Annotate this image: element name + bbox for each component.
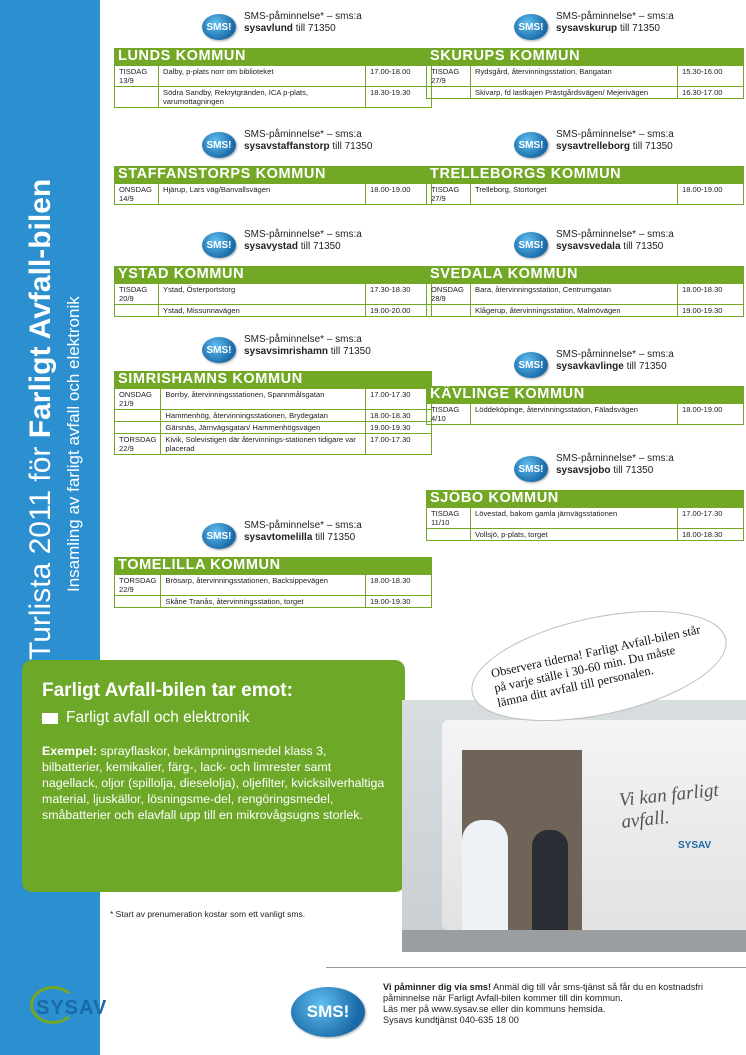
- schedule-row: [115, 389, 432, 410]
- schedule-table: [426, 283, 744, 317]
- sms-badge-icon: SMS!: [514, 14, 548, 40]
- schedule-place: Brösarp, återvinningsstationen, Backsippevägen: [161, 575, 366, 596]
- sms-keyword: sysavsimrishamn: [244, 346, 328, 357]
- kommun-staffanstorp: [114, 128, 432, 205]
- schedule-day: [115, 87, 159, 108]
- schedule-place: Södra Sandby, Rekrytgränden, ICA p-plats, varumottagningen: [159, 87, 366, 108]
- sms-number: till 71350: [315, 532, 356, 543]
- sms-reminder: [426, 228, 744, 266]
- sms-badge-icon: SMS!: [291, 987, 365, 1037]
- schedule-place: Rydsgård, återvinningsstation, Bangatan: [471, 66, 678, 87]
- schedule-day: TISDAG 11/10: [427, 508, 471, 529]
- schedule-time: 19.00-19.30: [678, 305, 744, 317]
- truck-logo: SYSAV: [678, 840, 712, 851]
- sms-instruction: SMS-påminnelse* – sms:a: [556, 129, 674, 140]
- schedule-day: TORSDAG 22/9: [115, 575, 161, 596]
- kommun-title: YSTAD KOMMUN: [114, 266, 432, 283]
- schedule-time: 18.00-19.00: [678, 404, 744, 425]
- schedule-day: ONSDAG 14/9: [115, 184, 159, 205]
- sms-keyword: sysavystad: [244, 241, 298, 252]
- schedule-row: [115, 422, 432, 434]
- sms-reminder: [114, 10, 432, 48]
- schedule-row: [115, 410, 432, 422]
- sms-reminder: [426, 10, 744, 48]
- truck-photo: [402, 700, 746, 952]
- schedule-table: [426, 65, 744, 99]
- schedule-row: [115, 284, 432, 305]
- schedule-time: 18.00-18.30: [678, 284, 744, 305]
- schedule-row: [427, 529, 744, 541]
- schedule-time: 17.00-18.00: [366, 66, 432, 87]
- footer-divider: [326, 967, 746, 968]
- sms-instruction: SMS-påminnelse* – sms:a: [556, 11, 674, 22]
- schedule-place: Skivarp, fd lastkajen Prästgårdsvägen/ Mejerivägen: [471, 87, 678, 99]
- sms-badge-icon: SMS!: [202, 337, 236, 363]
- schedule-day: TISDAG 20/9: [115, 284, 159, 305]
- kommun-title: SJÖBO KOMMUN: [426, 490, 744, 507]
- schedule-day: [115, 422, 161, 434]
- sms-keyword: sysavskurup: [556, 23, 618, 34]
- sms-keyword: sysavkavlinge: [556, 361, 624, 372]
- schedule-day: [115, 305, 159, 317]
- kommun-title: SIMRISHAMNS KOMMUN: [114, 371, 432, 388]
- sms-keyword: sysavlund: [244, 23, 293, 34]
- schedule-day: ONSDAG 28/9: [427, 284, 471, 305]
- schedule-row: [115, 66, 432, 87]
- kommun-title: STAFFANSTORPS KOMMUN: [114, 166, 432, 183]
- sms-reminder: [114, 128, 432, 166]
- sms-instruction: SMS-påminnelse* – sms:a: [556, 229, 674, 240]
- schedule-time: 18.00-19.00: [366, 184, 432, 205]
- sms-badge-icon: SMS!: [202, 132, 236, 158]
- schedule-place: Lövestad, bakom gamla järnvägsstationen: [471, 508, 678, 529]
- sms-reminder-text: [556, 229, 674, 253]
- schedule-day: TISDAG 27/9: [427, 66, 471, 87]
- kommun-title: LUNDS KOMMUN: [114, 48, 432, 65]
- sms-number: till 71350: [626, 361, 667, 372]
- schedule-time: 18.00-18.30: [366, 575, 432, 596]
- sms-number: till 71350: [623, 241, 664, 252]
- sms-instruction: SMS-påminnelse* – sms:a: [244, 520, 362, 531]
- kommun-lund: [114, 10, 432, 108]
- schedule-time: 18.00-18.30: [366, 410, 432, 422]
- schedule-time: 19.00-20.00: [366, 305, 432, 317]
- schedule-row: [115, 87, 432, 108]
- schedule-place: Ystad, Österportstorg: [159, 284, 366, 305]
- sms-reminder-text: [244, 334, 371, 358]
- schedule-place: Skåne Tranås, återvinningsstation, torget: [161, 596, 366, 608]
- sms-reminder-text: [244, 11, 362, 35]
- info-title: Farligt Avfall-bilen tar emot:: [42, 680, 293, 701]
- sms-badge-icon: SMS!: [202, 523, 236, 549]
- sms-number: till 71350: [295, 23, 336, 34]
- schedule-row: [427, 508, 744, 529]
- sms-reminder: [426, 452, 744, 490]
- schedule-row: [427, 404, 744, 425]
- schedule-time: 15.30-16.00: [678, 66, 744, 87]
- sms-reminder: [114, 228, 432, 266]
- bullet-square-icon: [42, 713, 58, 724]
- schedule-table: [114, 65, 432, 108]
- sms-keyword: sysavsjobo: [556, 465, 611, 476]
- sms-keyword: sysavstaffanstorp: [244, 141, 330, 152]
- logo-word: SYSAV: [36, 997, 108, 1019]
- schedule-row: [115, 575, 432, 596]
- kommun-title: KÄVLINGE KOMMUN: [426, 386, 744, 403]
- sms-reminder: [114, 333, 432, 371]
- schedule-time: 16.30-17.00: [678, 87, 744, 99]
- sms-instruction: SMS-påminnelse* – sms:a: [244, 129, 362, 140]
- kommun-simrishamn: [114, 333, 432, 455]
- schedule-table: [114, 283, 432, 317]
- sms-badge-icon: SMS!: [514, 232, 548, 258]
- page-title: Turlista 2011 för Farligt Avfall-bilen: [24, 178, 57, 660]
- schedule-day: TISDAG 4/10: [427, 404, 471, 425]
- sms-keyword: sysavtrelleborg: [556, 141, 630, 152]
- schedule-time: 18.00-18.30: [678, 529, 744, 541]
- sms-reminder-text: [244, 229, 362, 253]
- sms-keyword: sysavtomelilla: [244, 532, 313, 543]
- schedule-day: TISDAG 27/9: [427, 184, 471, 205]
- sms-number: till 71350: [332, 141, 373, 152]
- kommun-title: TRELLEBORGS KOMMUN: [426, 166, 744, 183]
- example-text: Exempel: sprayflaskor, bekämpningsmedel klass 3, bilbatterier, kemikalier, färg-, lack- och limrester samt nagellack, oljor (spillolja, dieselolja), oljefilter, kvicksilverhaltiga material, ljuskällor, lösningsme-del, rengöringsmedel, småbatterier och elavfall upp till en mikrovågsugns storlek.: [42, 744, 385, 822]
- schedule-row: [427, 87, 744, 99]
- sms-instruction: SMS-påminnelse* – sms:a: [556, 453, 674, 464]
- sms-number: till 71350: [330, 346, 371, 357]
- schedule-day: [115, 410, 161, 422]
- sysav-logo: [30, 986, 130, 1026]
- schedule-row: [115, 184, 432, 205]
- schedule-day: [427, 305, 471, 317]
- ground: [402, 930, 746, 952]
- schedule-time: 19.00-19.30: [366, 422, 432, 434]
- sms-reminder-text: [556, 129, 674, 153]
- schedule-day: ONSDAG 21/9: [115, 389, 161, 410]
- schedule-place: Trelleborg, Stortorget: [471, 184, 678, 205]
- schedule-day: TORSDAG 22/9: [115, 434, 161, 455]
- schedule-place: Hammenhög, återvinningsstationen, Brydegatan: [161, 410, 366, 422]
- schedule-place: Klågerup, återvinningsstation, Malmövägen: [471, 305, 678, 317]
- sms-reminder-text: [244, 520, 362, 544]
- schedule-time: 17.00-17.30: [678, 508, 744, 529]
- notice-text: Observera tiderna! Farligt Avfall-bilen står på varje ställe i 30-60 min. Du måste lämna ditt avfall till personalen.: [489, 621, 702, 710]
- sms-number: till 71350: [619, 23, 660, 34]
- kommun-kavlinge: [426, 348, 744, 425]
- schedule-place: Gärsnäs, Järnvägsgatan/ Hammenhögsvägen: [161, 422, 366, 434]
- sms-reminder: [426, 128, 744, 166]
- schedule-time: 18.00-19.00: [678, 184, 744, 205]
- sms-reminder-text: [556, 349, 674, 373]
- schedule-day: TISDAG 13/9: [115, 66, 159, 87]
- schedule-place: Borrby, återvinningsstationen, Spannmålsgatan: [161, 389, 366, 410]
- sms-instruction: SMS-påminnelse* – sms:a: [244, 334, 362, 345]
- schedule-table: [114, 574, 432, 608]
- sms-instruction: SMS-påminnelse* – sms:a: [244, 11, 362, 22]
- info-box: [22, 660, 405, 892]
- schedule-table: [114, 183, 432, 205]
- truck-slogan: Vi kan farligt avfall.: [618, 779, 720, 833]
- sms-badge-icon: SMS!: [514, 132, 548, 158]
- sms-reminder-text: [556, 11, 674, 35]
- schedule-row: [115, 305, 432, 317]
- schedule-day: [427, 529, 471, 541]
- footnote: * Start av prenumeration kostar som ett vanligt sms.: [110, 909, 306, 919]
- schedule-row: [115, 434, 432, 455]
- kommun-title: TOMELILLA KOMMUN: [114, 557, 432, 574]
- schedule-time: 17.30-18.30: [366, 284, 432, 305]
- sms-reminder: [426, 348, 744, 386]
- sms-reminder-text: [244, 129, 372, 153]
- schedule-day: [427, 87, 471, 99]
- schedule-time: 17.00-17.30: [366, 434, 432, 455]
- kommun-ystad: [114, 228, 432, 317]
- schedule-place: Bara, återvinningsstation, Centrumgatan: [471, 284, 678, 305]
- kommun-sjobo: [426, 452, 744, 541]
- sms-keyword: sysavsvedala: [556, 241, 621, 252]
- sms-instruction: SMS-påminnelse* – sms:a: [556, 349, 674, 360]
- schedule-place: Löddeköpinge, återvinningsstation, Fäladsvägen: [471, 404, 678, 425]
- sms-number: till 71350: [613, 465, 654, 476]
- page-subtitle: Insamling av farligt avfall och elektronik: [64, 296, 83, 592]
- schedule-table: [426, 507, 744, 541]
- schedule-time: 17.00-17.30: [366, 389, 432, 410]
- schedule-place: Vollsjö, p-plats, torget: [471, 529, 678, 541]
- schedule-time: 18.30-19.30: [366, 87, 432, 108]
- sms-reminder-text: [556, 453, 674, 477]
- schedule-row: [427, 66, 744, 87]
- sms-reminder: [114, 519, 432, 557]
- kommun-title: SKURUPS KOMMUN: [426, 48, 744, 65]
- schedule-time: 19.00-19.30: [366, 596, 432, 608]
- kommun-svedala: [426, 228, 744, 317]
- sms-badge-icon: SMS!: [514, 456, 548, 482]
- schedule-table: [426, 403, 744, 425]
- schedule-row: [115, 596, 432, 608]
- schedule-row: [427, 184, 744, 205]
- footer-text: Vi påminner dig via sms! Anmäl dig till vår sms-tjänst så får du en kostnadsfri påminnelse när Farligt Avfall-bilen kommer till din kommun. Läs mer på www.sysav.se eller din kommuns hemsida. Sysavs kundtjänst 040-635 18 00: [383, 982, 703, 1025]
- sms-badge-icon: SMS!: [202, 14, 236, 40]
- schedule-place: Hjärup, Lars väg/Banvallsvägen: [159, 184, 366, 205]
- kommun-tomelilla: [114, 519, 432, 608]
- schedule-place: Ystad, Missunnavägen: [159, 305, 366, 317]
- schedule-table: [114, 388, 432, 455]
- schedule-row: [427, 284, 744, 305]
- sms-number: till 71350: [632, 141, 673, 152]
- sms-badge-icon: SMS!: [514, 352, 548, 378]
- schedule-place: Dalby, p-plats norr om biblioteket: [159, 66, 366, 87]
- kommun-title: SVEDALA KOMMUN: [426, 266, 744, 283]
- schedule-table: [426, 183, 744, 205]
- kommun-trelleborg: [426, 128, 744, 205]
- schedule-day: [115, 596, 161, 608]
- info-subtitle: Farligt avfall och elektronik: [42, 709, 387, 727]
- sms-number: till 71350: [300, 241, 341, 252]
- sms-instruction: SMS-påminnelse* – sms:a: [244, 229, 362, 240]
- schedule-place: Kivik, Solevistigen där återvinnings-stationen tidigare var placerad: [161, 434, 366, 455]
- kommun-skurup: [426, 10, 744, 99]
- schedule-row: [427, 305, 744, 317]
- sms-badge-icon: SMS!: [202, 232, 236, 258]
